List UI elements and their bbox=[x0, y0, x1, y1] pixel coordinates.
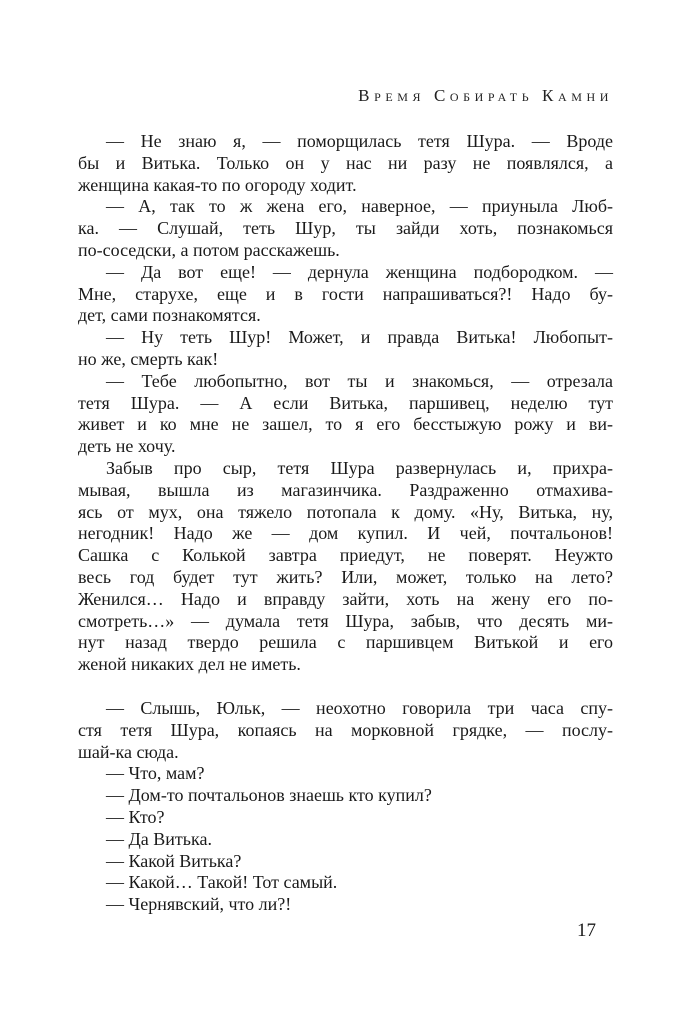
text-line: деть не хочу. bbox=[78, 436, 176, 457]
paragraph bbox=[78, 785, 613, 807]
page-number: 17 bbox=[577, 920, 596, 941]
paragraph bbox=[78, 698, 613, 763]
text-line: Сашка с Колькой завтра приедут, не поверят. Неужто bbox=[78, 545, 613, 566]
text-line: — Ну теть Шур! Может, и правда Витька! Любопыт- bbox=[106, 327, 613, 348]
text-line: Забыв про сыр, тетя Шура развернулась и, прихра- bbox=[106, 457, 613, 478]
paragraph bbox=[78, 894, 613, 916]
text-line: по-соседски, а потом расскажешь. bbox=[78, 239, 340, 260]
text-line: — Слышь, Юльк, — неохотно говорила три часа спу- bbox=[106, 697, 613, 718]
paragraph bbox=[78, 196, 613, 261]
text-line: Мне, старухе, еще и в гости напрашиваться?! Надо бу- bbox=[78, 283, 613, 304]
text-line: — Дом-то почтальонов знаешь кто купил? bbox=[106, 785, 432, 806]
section-break bbox=[78, 676, 613, 698]
text-line: мывая, вышла из магазинчика. Раздраженно отмахива- bbox=[78, 479, 613, 500]
text-line: стя тетя Шура, копаясь на морковной грядке, — послу- bbox=[78, 719, 613, 740]
text-line: ка. — Слушай, теть Шур, ты зайди хоть, познакомься bbox=[78, 218, 613, 239]
text-line: — Чернявский, что ли?! bbox=[106, 894, 292, 915]
text-line: женщина какая-то по огороду ходит. bbox=[78, 174, 357, 195]
text-line: — Да вот еще! — дернула женщина подбородком. — bbox=[106, 261, 613, 282]
text-line: шай-ка сюда. bbox=[78, 741, 179, 762]
paragraph bbox=[78, 262, 613, 327]
text-line: дет, сами познакомятся. bbox=[78, 305, 261, 326]
text-line: но же, смерть как! bbox=[78, 348, 219, 369]
text-line: тетя Шура. — А если Витька, паршивец, неделю тут bbox=[78, 392, 613, 413]
text-line: — А, так то ж жена его, наверное, — приуныла Люб- bbox=[106, 196, 613, 217]
paragraph bbox=[78, 872, 613, 894]
text-line: — Какой… Такой! Тот самый. bbox=[106, 872, 338, 893]
text-line: — Да Витька. bbox=[106, 828, 212, 849]
paragraph bbox=[78, 371, 613, 458]
paragraph bbox=[78, 763, 613, 785]
running-header: Время Собирать Камни bbox=[358, 86, 613, 105]
text-line: негодник! Надо же — дом купил. И чей, почтальонов! bbox=[78, 523, 613, 544]
paragraph bbox=[78, 829, 613, 851]
text-line: — Кто? bbox=[106, 806, 165, 827]
text-line: — Что, мам? bbox=[106, 763, 205, 784]
text-line: весь год будет тут жить? Или, может, только на лето? bbox=[78, 566, 613, 587]
paragraph bbox=[78, 327, 613, 371]
text-line: женой никаких дел не иметь. bbox=[78, 654, 301, 675]
text-line: — Не знаю я, — поморщилась тетя Шура. — Вроде bbox=[106, 131, 613, 151]
text-line: — Тебе любопытно, вот ты и знакомься, — отрезала bbox=[106, 370, 613, 391]
text-line: смотреть…» — думала тетя Шура, забыв, что десять ми- bbox=[78, 610, 613, 631]
text-line: ясь от мух, она тяжело потопала к дому. «Ну, Витька, ну, bbox=[78, 501, 613, 522]
text-line: нут назад твердо решила с паршивцем Витькой и его bbox=[78, 632, 613, 653]
text-line: бы и Витька. Только он у нас ни разу не появлялся, а bbox=[78, 152, 613, 173]
paragraph bbox=[78, 131, 613, 196]
paragraph bbox=[78, 458, 613, 676]
text-line: Женился… Надо и вправду зайти, хоть на жену его по- bbox=[78, 588, 613, 609]
text-line: — Какой Витька? bbox=[106, 850, 242, 871]
page-body bbox=[78, 131, 613, 916]
paragraph bbox=[78, 851, 613, 873]
paragraph bbox=[78, 807, 613, 829]
text-line: живет и ко мне не зашел, то я его бесстыжую рожу и ви- bbox=[78, 414, 613, 435]
